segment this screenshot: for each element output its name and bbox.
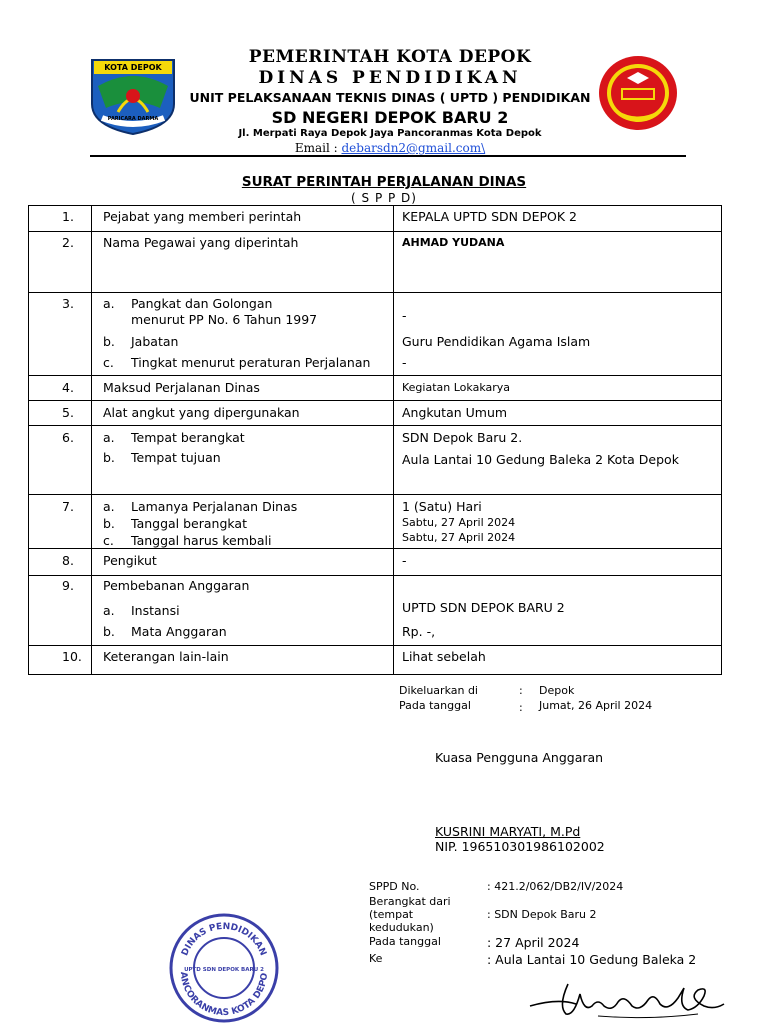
svg-text:DINAS PENDIDIKAN [180,922,268,958]
sub-letter: c. [103,355,114,370]
row-number: 10. [62,649,82,664]
document-subtitle: ( S P P D) [351,191,417,205]
row-value: 1 (Satu) Hari [402,499,482,514]
row-value: Angkutan Umum [402,405,508,420]
row-number: 2. [62,235,74,250]
kota-depok-logo [88,56,178,136]
issued-place-label: Dikeluarkan di [399,684,478,697]
table-border-top [28,205,722,206]
departure-label: Berangkat dari [369,895,451,908]
departure-label: kedudukan) [369,921,434,934]
header-unit: UNIT PELAKSANAAN TEKNIS DINAS ( UPTD ) PENDIDIKAN [189,90,591,105]
row-divider [28,400,722,401]
sub-letter: a. [103,499,115,514]
row-label: menurut PP No. 6 Tahun 1997 [131,312,318,327]
row-value: Sabtu, 27 April 2024 [402,531,516,544]
row-number: 5. [62,405,74,420]
departure-label: (tempat [369,908,414,921]
sub-letter: c. [103,533,114,548]
table-border-bottom [28,674,722,675]
row-divider [28,425,722,426]
row-divider [28,494,722,495]
row-number: 4. [62,380,74,395]
row-divider [28,645,722,646]
row-label: Pejabat yang memberi perintah [103,209,302,224]
header-address: Jl. Merpati Raya Depok Jaya Pancoranmas Kota Depok [238,128,542,139]
row-label: Tingkat menurut peraturan Perjalanan [131,355,371,370]
row-label: Pengikut [103,553,157,568]
row-label: Keterangan lain-lain [103,649,229,664]
row-divider [28,292,722,293]
row-label: Alat angkut yang dipergunakan [103,405,300,420]
row-number: 3. [62,296,74,311]
row-value: SDN Depok Baru 2. [402,430,523,445]
row-label: Tempat berangkat [131,430,245,445]
row-label: Pangkat dan Golongan [131,296,273,311]
sub-letter: a. [103,603,115,618]
colon: : [519,684,523,697]
row-label: Jabatan [131,334,179,349]
row-divider [28,231,722,232]
colon: : [519,701,523,714]
sub-letter: b. [103,450,115,465]
row-label: Lamanya Perjalanan Dinas [131,499,298,514]
row-number: 8. [62,553,74,568]
sub-letter: b. [103,334,115,349]
signer-nip: NIP. 196510301986102002 [435,839,605,854]
table-border-left [28,205,29,675]
handwritten-signature [528,976,728,1022]
row-label: Tanggal berangkat [131,516,247,531]
sub-letter: a. [103,296,115,311]
header-email-line [180,141,600,155]
row-label: Maksud Perjalanan Dinas [103,380,260,395]
date-label: Pada tanggal [369,935,441,948]
stamp-bottom-text: ANCORANMAS KOTA DEPO [177,971,271,1019]
row-value: Kegiatan Lokakarya [402,381,511,394]
stamp-top-text: DINAS PENDIDIKAN [180,921,268,958]
row-value: UPTD SDN DEPOK BARU 2 [402,600,565,615]
column-divider [393,205,394,675]
date-value: : 27 April 2024 [487,935,580,950]
departure-value: : SDN Depok Baru 2 [487,908,597,921]
header-school: SD NEGERI DEPOK BARU 2 [271,108,509,127]
sub-letter: b. [103,516,115,531]
row-number: 7. [62,499,74,514]
school-emblem-logo [597,54,679,132]
table-border-right [721,205,722,675]
employee-name: AHMAD YUDANA [402,236,505,249]
issued-date: Jumat, 26 April 2024 [539,699,653,712]
row-value: Sabtu, 27 April 2024 [402,516,516,529]
row-value: - [402,355,407,370]
email-link[interactable]: debarsdn2@gmail.com\ [341,141,486,155]
stamp-center-text: UPTD SDN DEPOK BARU 2 [184,967,264,973]
destination-value: : Aula Lantai 10 Gedung Baleka 2 [487,952,697,967]
signer-role: Kuasa Pengguna Anggaran [435,750,604,765]
logo-motto: PARICARA DARMA [107,116,159,122]
row-value: Rp. -, [402,624,436,639]
row-label: Instansi [131,603,180,618]
row-value: Lihat sebelah [402,649,486,664]
row-number: 1. [62,209,74,224]
sppd-label: SPPD No. [369,880,420,893]
row-divider [28,375,722,376]
official-stamp [167,912,281,1026]
sppd-value: : 421.2/062/DB2/IV/2024 [487,880,624,893]
sub-letter: a. [103,430,115,445]
issued-date-label: Pada tanggal [399,699,471,712]
signer-name: KUSRINI MARYATI, M.Pd [435,824,581,839]
header-agency: DINAS PENDIDIKAN [258,68,522,88]
document-title: SURAT PERINTAH PERJALANAN DINAS [241,174,527,190]
logo-label: KOTA DEPOK [104,63,162,72]
column-divider [91,205,92,675]
row-number: 6. [62,430,74,445]
issued-place: Depok [539,684,575,697]
sub-letter: b. [103,624,115,639]
row-value: - [402,553,407,568]
row-value: - [402,308,407,323]
row-label: Tempat tujuan [131,450,221,465]
row-divider [28,548,722,549]
row-value: Aula Lantai 10 Gedung Baleka 2 Kota Depok [402,452,679,467]
row-label: Tanggal harus kembali [131,533,272,548]
row-label: Nama Pegawai yang diperintah [103,235,299,250]
row-divider [28,575,722,576]
header-government: PEMERINTAH KOTA DEPOK [248,47,532,67]
email-label: Email : [294,141,342,155]
header-divider [90,155,686,157]
row-number: 9. [62,578,74,593]
row-label: Mata Anggaran [131,624,227,639]
row-label: Pembebanan Anggaran [103,578,250,593]
destination-label: Ke [369,952,383,965]
row-value: Guru Pendidikan Agama Islam [402,334,591,349]
row-value: KEPALA UPTD SDN DEPOK 2 [402,209,577,224]
